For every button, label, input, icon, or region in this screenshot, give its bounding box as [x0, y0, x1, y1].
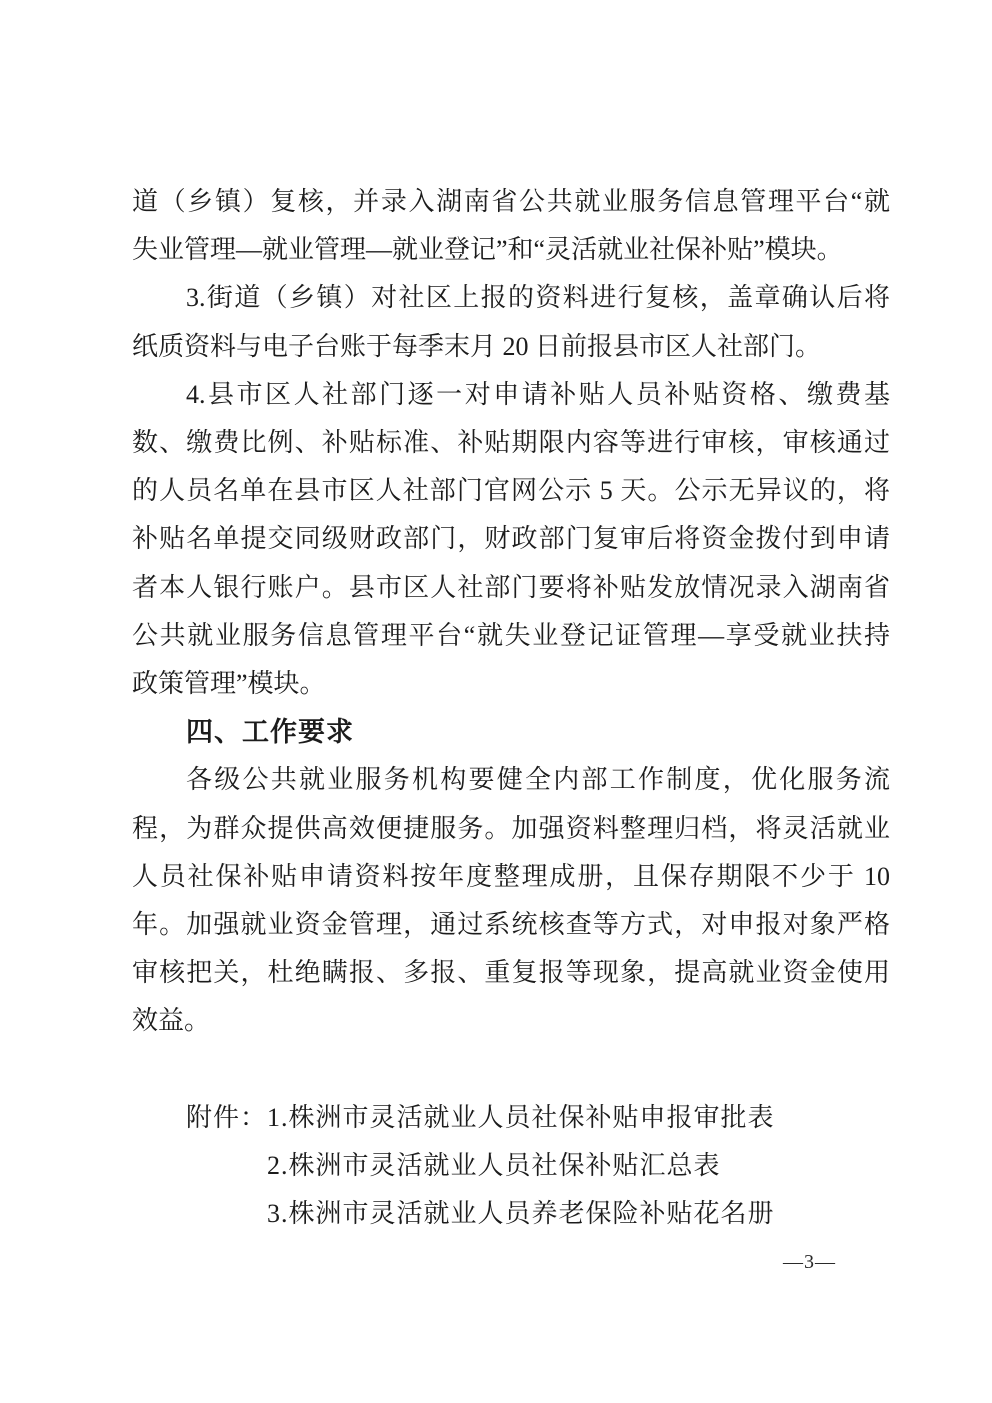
text-line: 的人员名单在县市区人社部门官网公示 5 天。公示无异议的，将 — [132, 476, 890, 506]
blank-line — [132, 1046, 890, 1094]
section-heading: 四、工作要求 — [186, 717, 354, 748]
text-line: 效益。 — [132, 1006, 211, 1036]
document-body — [132, 178, 890, 1238]
text-line: 者本人银行账户。县市区人社部门要将补贴发放情况录入湖南省 — [132, 572, 890, 602]
text-line: 失业管理—就业管理—就业登记”和“灵活就业社保补贴”模块。 — [132, 235, 843, 265]
text-line: 补贴名单提交同级财政部门，财政部门复审后将资金拨付到申请 — [132, 524, 890, 554]
attachment-line: 2.株洲市灵活就业人员社保补贴汇总表 — [267, 1151, 721, 1181]
text-line: 3.街道（乡镇）对社区上报的资料进行复核，盖章确认后将 — [186, 283, 890, 313]
text-line: 纸质资料与电子台账于每季末月 20 日前报县市区人社部门。 — [132, 331, 822, 361]
page-number: —3— — [783, 1251, 836, 1273]
text-line: 公共就业服务信息管理平台“就失业登记证管理—享受就业扶持 — [132, 620, 890, 650]
text-line: 程，为群众提供高效便捷服务。加强资料整理归档，将灵活就业 — [132, 813, 890, 843]
text-line: 审核把关，杜绝瞒报、多报、重复报等现象，提高就业资金使用 — [132, 958, 890, 988]
text-line: 年。加强就业资金管理，通过系统核查等方式，对申报对象严格 — [132, 910, 890, 940]
text-line: 道（乡镇）复核，并录入湖南省公共就业服务信息管理平台“就 — [132, 187, 890, 216]
text-line: 各级公共就业服务机构要健全内部工作制度，优化服务流 — [186, 765, 890, 795]
text-line: 4.县市区人社部门逐一对申请补贴人员补贴资格、缴费基 — [186, 379, 890, 409]
attachment-line: 附件：1.株洲市灵活就业人员社保补贴申报审批表 — [186, 1102, 775, 1132]
text-line: 政策管理”模块。 — [132, 669, 326, 699]
text-line: 人员社保补贴申请资料按年度整理成册，且保存期限不少于 10 — [132, 861, 890, 891]
text-line: 数、缴费比例、补贴标准、补贴期限内容等进行审核，审核通过 — [132, 428, 890, 458]
attachment-line: 3.株洲市灵活就业人员养老保险补贴花名册 — [267, 1199, 775, 1229]
